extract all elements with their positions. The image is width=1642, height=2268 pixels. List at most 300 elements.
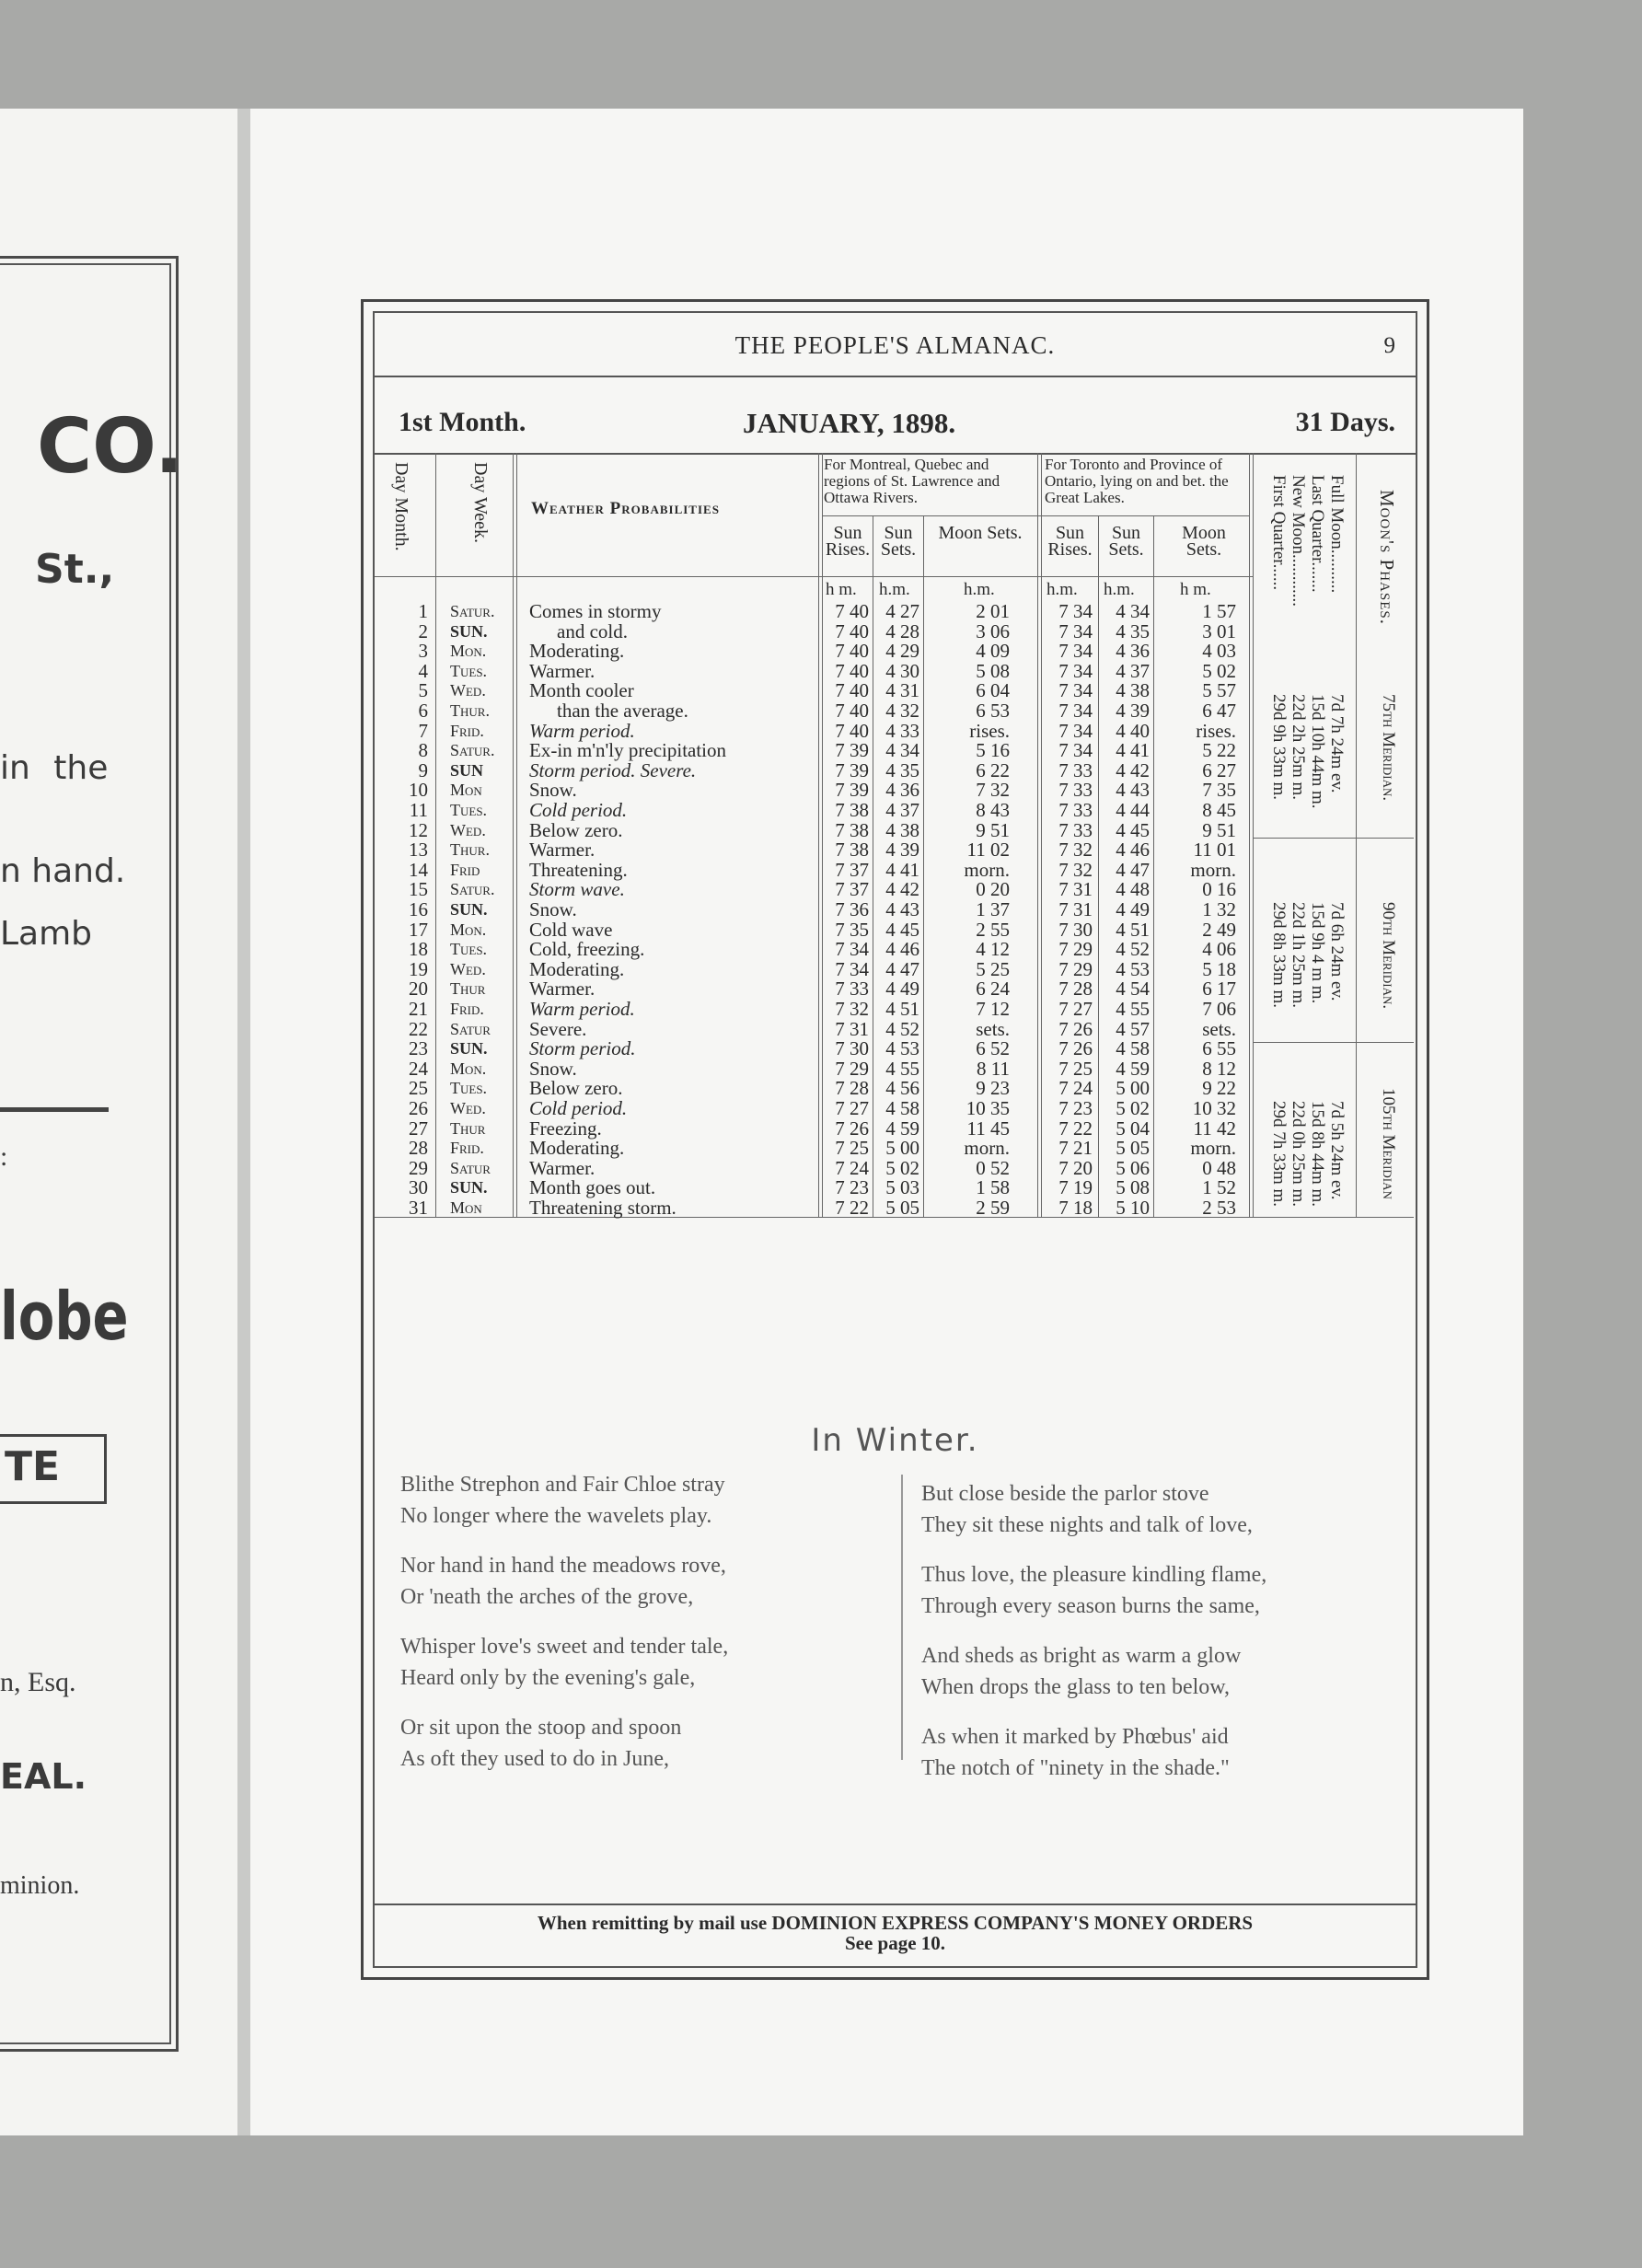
cell-weather: than the average. bbox=[557, 700, 688, 722]
cell-tor-sun-rises: 7 34 bbox=[1058, 700, 1093, 722]
cell-tor-sun-sets: 4 45 bbox=[1116, 818, 1150, 841]
cell-mtl-sun-rises: 7 32 bbox=[835, 998, 869, 1020]
cell-weather: Below zero. bbox=[529, 818, 623, 841]
poem-left-column bbox=[400, 1469, 728, 1793]
cell-day-month: 1 bbox=[418, 600, 428, 622]
cell-day-month: 17 bbox=[409, 918, 428, 941]
cell-tor-sun-sets: 4 40 bbox=[1116, 719, 1150, 742]
cell-tor-sun-rises: 7 34 bbox=[1058, 739, 1093, 762]
cell-tor-sun-sets: 4 44 bbox=[1116, 799, 1150, 821]
poem-line: No longer where the wavelets play. bbox=[400, 1504, 712, 1528]
phase-time: 29d 8h 33m m. bbox=[1269, 902, 1289, 1009]
cell-tor-sun-rises: 7 26 bbox=[1058, 1037, 1093, 1060]
cell-mtl-sun-sets: 4 34 bbox=[885, 739, 919, 762]
table-row bbox=[375, 1000, 1253, 1020]
cell-day-week: Tues. bbox=[450, 801, 488, 819]
cell-mtl-moon-sets: 10 35 bbox=[966, 1097, 1010, 1119]
cell-tor-sun-rises: 7 33 bbox=[1058, 818, 1093, 841]
cell-tor-sun-sets: 5 10 bbox=[1116, 1197, 1150, 1219]
cell-tor-sun-rises: 7 34 bbox=[1058, 659, 1093, 682]
left-fragment-colon: : bbox=[0, 1141, 8, 1172]
cell-mtl-moon-sets: 1 58 bbox=[976, 1176, 1010, 1199]
footer-line: See page 10. bbox=[844, 1932, 946, 1954]
group-header-toronto: For Toronto and Province of Ontario, lying on and bet. the Great Lakes. bbox=[1045, 456, 1229, 506]
cell-mtl-sun-sets: 4 46 bbox=[885, 938, 919, 961]
cell-weather: Cold period. bbox=[529, 799, 628, 821]
cell-day-week: Satur bbox=[450, 1158, 491, 1177]
cell-tor-sun-sets: 4 46 bbox=[1116, 839, 1150, 862]
cell-tor-sun-rises: 7 33 bbox=[1058, 779, 1093, 802]
cell-tor-sun-rises: 7 28 bbox=[1058, 978, 1093, 1001]
left-fragment-st: St., bbox=[35, 546, 115, 593]
cell-mtl-sun-rises: 7 38 bbox=[835, 799, 869, 821]
cell-tor-moon-sets: 3 01 bbox=[1202, 619, 1236, 642]
cell-mtl-sun-sets: 4 31 bbox=[885, 679, 919, 702]
cell-day-month: 23 bbox=[409, 1037, 428, 1060]
cell-tor-sun-rises: 7 29 bbox=[1058, 938, 1093, 961]
cell-tor-moon-sets: 7 06 bbox=[1202, 998, 1236, 1020]
cell-tor-moon-sets: 1 52 bbox=[1202, 1176, 1236, 1199]
cell-weather: Threatening. bbox=[529, 858, 628, 881]
table-row bbox=[375, 781, 1253, 801]
cell-day-week: Thur. bbox=[450, 840, 490, 860]
cell-day-month: 2 bbox=[418, 619, 428, 642]
col-header-sun-rises: Sun Rises. bbox=[825, 523, 871, 560]
cell-weather: Storm period. Severe. bbox=[529, 758, 697, 781]
cell-tor-sun-sets: 4 42 bbox=[1116, 758, 1150, 781]
cell-day-week: Thur bbox=[450, 979, 486, 999]
cell-weather: Month cooler bbox=[529, 679, 634, 702]
cell-day-month: 20 bbox=[409, 978, 428, 1001]
table-row bbox=[375, 642, 1253, 662]
table-row bbox=[375, 741, 1253, 761]
cell-day-week: Tues. bbox=[450, 661, 488, 680]
phase-time: 29d 7h 33m m. bbox=[1269, 1101, 1289, 1208]
meridian-75-times bbox=[1269, 694, 1347, 809]
cell-mtl-sun-sets: 4 27 bbox=[885, 600, 919, 622]
cell-tor-sun-rises: 7 32 bbox=[1058, 839, 1093, 862]
left-fragment-globe: lobe bbox=[0, 1278, 129, 1355]
cell-weather: Severe. bbox=[529, 1017, 587, 1040]
cell-day-month: 7 bbox=[418, 719, 428, 742]
cell-mtl-sun-sets: 4 41 bbox=[885, 858, 919, 881]
phase-time: 22d 1h 25m m. bbox=[1289, 902, 1308, 1009]
cell-day-week: Tues. bbox=[450, 1079, 488, 1098]
cell-weather: Cold, freezing. bbox=[529, 938, 645, 961]
cell-mtl-sun-sets: 4 43 bbox=[885, 898, 919, 920]
unit-label: h.m. bbox=[964, 580, 995, 599]
poem-stanza bbox=[400, 1712, 728, 1775]
cell-day-week: SUN. bbox=[450, 621, 488, 641]
cell-mtl-moon-sets: 6 52 bbox=[976, 1037, 1010, 1060]
left-fragment-esq: n, Esq. bbox=[0, 1667, 76, 1697]
col-rule bbox=[1253, 453, 1254, 1217]
cell-day-week: Wed. bbox=[450, 820, 486, 839]
left-fragment-hand: n hand. bbox=[0, 852, 126, 890]
table-row bbox=[375, 659, 1253, 682]
cell-mtl-sun-rises: 7 28 bbox=[835, 1077, 869, 1100]
cell-mtl-sun-sets: 4 56 bbox=[885, 1077, 919, 1100]
cell-tor-moon-sets: 2 53 bbox=[1202, 1197, 1236, 1219]
cell-tor-sun-sets: 4 54 bbox=[1116, 978, 1150, 1001]
cell-mtl-sun-sets: 4 36 bbox=[885, 779, 919, 802]
cell-mtl-sun-rises: 7 39 bbox=[835, 739, 869, 762]
meridian-105-times bbox=[1269, 1101, 1347, 1207]
cell-tor-sun-sets: 4 34 bbox=[1116, 600, 1150, 622]
cell-tor-sun-sets: 4 53 bbox=[1116, 957, 1150, 980]
table-row bbox=[375, 1119, 1253, 1140]
cell-mtl-sun-rises: 7 40 bbox=[835, 640, 869, 663]
cell-mtl-sun-sets: 4 32 bbox=[885, 700, 919, 722]
cell-tor-moon-sets: 7 35 bbox=[1202, 779, 1236, 802]
cell-mtl-sun-sets: 4 52 bbox=[885, 1017, 919, 1040]
cell-weather: Snow. bbox=[529, 1057, 577, 1080]
poem-divider bbox=[901, 1475, 903, 1760]
meridian-rule bbox=[1253, 1042, 1414, 1043]
table-row bbox=[375, 1198, 1253, 1219]
cell-tor-sun-rises: 7 34 bbox=[1058, 719, 1093, 742]
table-row bbox=[375, 1099, 1253, 1119]
cell-mtl-sun-sets: 4 55 bbox=[885, 1057, 919, 1080]
poem-stanza bbox=[400, 1469, 728, 1532]
cell-tor-moon-sets: 1 57 bbox=[1202, 600, 1236, 622]
book-gutter bbox=[237, 109, 250, 2135]
cell-tor-sun-sets: 5 02 bbox=[1116, 1097, 1150, 1119]
phase-name: Last Quarter....... bbox=[1308, 475, 1327, 593]
cell-mtl-moon-sets: 6 22 bbox=[976, 758, 1010, 781]
poem-title: In Winter. bbox=[811, 1422, 979, 1459]
cell-tor-sun-sets: 4 55 bbox=[1116, 998, 1150, 1020]
left-fragment-te-box: TE bbox=[0, 1434, 107, 1504]
cell-mtl-moon-sets: 9 23 bbox=[976, 1077, 1010, 1100]
cell-tor-sun-rises: 7 34 bbox=[1058, 640, 1093, 663]
cell-mtl-sun-rises: 7 38 bbox=[835, 839, 869, 862]
poem-line: Through every season burns the same, bbox=[921, 1594, 1260, 1618]
cell-mtl-moon-sets: 7 32 bbox=[976, 779, 1010, 802]
cell-weather: Cold wave bbox=[529, 918, 613, 941]
cell-mtl-sun-rises: 7 36 bbox=[835, 898, 869, 920]
cell-tor-sun-rises: 7 23 bbox=[1058, 1097, 1093, 1119]
cell-day-month: 3 bbox=[418, 640, 428, 663]
cell-mtl-sun-rises: 7 40 bbox=[835, 600, 869, 622]
cell-tor-moon-sets: rises. bbox=[1196, 719, 1236, 742]
cell-weather: Month goes out. bbox=[529, 1176, 656, 1199]
phase-time: 22d 0h 25m m. bbox=[1289, 1101, 1308, 1208]
cell-tor-sun-sets: 4 49 bbox=[1116, 898, 1150, 920]
cell-day-month: 27 bbox=[409, 1117, 428, 1140]
cell-tor-moon-sets: 10 32 bbox=[1192, 1097, 1236, 1119]
phase-time: 15d 10h 44m m. bbox=[1308, 694, 1327, 809]
cell-weather: Storm wave. bbox=[529, 878, 625, 901]
cell-tor-sun-sets: 4 59 bbox=[1116, 1057, 1150, 1080]
cell-mtl-moon-sets: morn. bbox=[964, 1137, 1010, 1160]
cell-mtl-sun-rises: 7 23 bbox=[835, 1176, 869, 1199]
cell-weather: Cold period. bbox=[529, 1097, 628, 1119]
table-row bbox=[375, 681, 1253, 701]
col-header-sun-rises: Sun Rises. bbox=[1047, 523, 1093, 560]
cell-tor-sun-rises: 7 33 bbox=[1058, 758, 1093, 781]
cell-mtl-sun-sets: 4 47 bbox=[885, 957, 919, 980]
cell-mtl-sun-sets: 5 05 bbox=[885, 1197, 919, 1219]
cell-tor-moon-sets: 4 03 bbox=[1202, 640, 1236, 663]
cell-day-month: 11 bbox=[409, 799, 428, 821]
header-rule bbox=[375, 576, 1253, 577]
cell-weather: Warmer. bbox=[529, 978, 596, 1001]
cell-mtl-sun-sets: 4 49 bbox=[885, 978, 919, 1001]
poem-line: Whisper love's sweet and tender tale, bbox=[400, 1635, 729, 1659]
table-row bbox=[375, 940, 1253, 960]
cell-mtl-moon-sets: 11 02 bbox=[966, 839, 1010, 862]
cell-mtl-moon-sets: 5 25 bbox=[976, 957, 1010, 980]
cell-mtl-moon-sets: 2 01 bbox=[976, 600, 1010, 622]
cell-day-month: 8 bbox=[418, 739, 428, 762]
cell-mtl-sun-rises: 7 40 bbox=[835, 679, 869, 702]
cell-tor-moon-sets: 0 48 bbox=[1202, 1156, 1236, 1179]
month-ordinal: 1st Month. bbox=[399, 407, 526, 437]
table-row bbox=[375, 619, 1253, 642]
footer-note bbox=[375, 1913, 1416, 1953]
table-row bbox=[375, 801, 1253, 821]
table-row bbox=[375, 701, 1253, 722]
cell-mtl-sun-sets: 4 37 bbox=[885, 799, 919, 821]
cell-weather: Below zero. bbox=[529, 1077, 623, 1100]
table-row bbox=[375, 920, 1253, 941]
cell-tor-sun-rises: 7 29 bbox=[1058, 957, 1093, 980]
cell-day-month: 25 bbox=[409, 1077, 428, 1100]
header-rule bbox=[822, 515, 1249, 516]
cell-mtl-moon-sets: 0 20 bbox=[976, 878, 1010, 901]
unit-label: h.m. bbox=[879, 580, 910, 599]
footer-rule bbox=[375, 1904, 1416, 1905]
cell-mtl-moon-sets: 4 12 bbox=[976, 938, 1010, 961]
meridian-90-label: 90th Meridian. bbox=[1379, 902, 1398, 1010]
cell-tor-sun-rises: 7 27 bbox=[1058, 998, 1093, 1020]
col-header-sun-sets: Sun Sets. bbox=[880, 523, 917, 560]
cell-weather: Snow. bbox=[529, 898, 577, 920]
cell-mtl-moon-sets: 1 37 bbox=[976, 898, 1010, 920]
left-fragment-lamb: Lamb bbox=[0, 915, 93, 953]
calendar-table bbox=[375, 453, 1416, 1224]
cell-day-week: Wed. bbox=[450, 681, 486, 700]
cell-tor-sun-sets: 4 57 bbox=[1116, 1017, 1150, 1040]
cell-tor-moon-sets: 11 01 bbox=[1193, 839, 1236, 862]
cell-mtl-moon-sets: 5 16 bbox=[976, 739, 1010, 762]
poem-line: Heard only by the evening's gale, bbox=[400, 1666, 696, 1690]
cell-tor-sun-rises: 7 22 bbox=[1058, 1117, 1093, 1140]
cell-mtl-sun-sets: 4 45 bbox=[885, 918, 919, 941]
cell-day-week: Thur bbox=[450, 1118, 486, 1138]
left-page bbox=[0, 109, 237, 2135]
cell-tor-sun-rises: 7 32 bbox=[1058, 858, 1093, 881]
cell-day-month: 28 bbox=[409, 1137, 428, 1160]
cell-tor-sun-sets: 5 06 bbox=[1116, 1156, 1150, 1179]
cell-mtl-sun-rises: 7 38 bbox=[835, 818, 869, 841]
cell-day-week: Frid. bbox=[450, 1139, 484, 1158]
cell-day-month: 30 bbox=[409, 1176, 428, 1199]
phase-name: New Moon............ bbox=[1289, 475, 1308, 608]
cell-tor-moon-sets: 8 45 bbox=[1202, 799, 1236, 821]
cell-day-week: Wed. bbox=[450, 1099, 486, 1117]
col-header-weather: Weather Probabilities bbox=[531, 499, 720, 518]
cell-mtl-sun-rises: 7 27 bbox=[835, 1097, 869, 1119]
cell-day-week: SUN bbox=[450, 760, 484, 780]
left-fragment-eal: EAL. bbox=[0, 1756, 87, 1797]
group-header-montreal: For Montreal, Quebec and regions of St. Lawrence and Ottawa Rivers. bbox=[824, 456, 1000, 506]
cell-mtl-sun-sets: 5 02 bbox=[885, 1156, 919, 1179]
cell-tor-sun-rises: 7 31 bbox=[1058, 898, 1093, 920]
cell-mtl-moon-sets: 8 43 bbox=[976, 799, 1010, 821]
cell-tor-moon-sets: 1 32 bbox=[1202, 898, 1236, 920]
cell-mtl-sun-rises: 7 25 bbox=[835, 1137, 869, 1160]
cell-mtl-sun-rises: 7 40 bbox=[835, 700, 869, 722]
cell-weather: Freezing. bbox=[529, 1117, 602, 1140]
cell-mtl-moon-sets: 0 52 bbox=[976, 1156, 1010, 1179]
cell-day-month: 4 bbox=[418, 659, 428, 682]
poem-line: Or 'neath the arches of the grove, bbox=[400, 1585, 694, 1609]
cell-day-week: Thur. bbox=[450, 701, 490, 720]
cell-tor-sun-rises: 7 20 bbox=[1058, 1156, 1093, 1179]
phase-time: 7d 7h 24m ev. bbox=[1327, 694, 1347, 793]
cell-tor-moon-sets: 9 22 bbox=[1202, 1077, 1236, 1100]
unit-label: h.m. bbox=[1046, 580, 1078, 599]
cell-mtl-moon-sets: 2 55 bbox=[976, 918, 1010, 941]
cell-mtl-sun-sets: 4 39 bbox=[885, 839, 919, 862]
cell-weather: Ex-in m'n'ly precipitation bbox=[529, 739, 727, 762]
cell-weather: Moderating. bbox=[529, 1137, 625, 1160]
cell-tor-sun-sets: 4 36 bbox=[1116, 640, 1150, 663]
almanac-page-frame bbox=[361, 299, 1429, 1980]
almanac-inner-frame bbox=[373, 311, 1417, 1968]
header-rule bbox=[375, 376, 1416, 377]
cell-mtl-moon-sets: 5 08 bbox=[976, 659, 1010, 682]
poem-line: And sheds as bright as warm a glow bbox=[921, 1644, 1242, 1668]
cell-weather: Warmer. bbox=[529, 1156, 596, 1179]
cell-tor-sun-sets: 4 58 bbox=[1116, 1037, 1150, 1060]
cell-tor-moon-sets: 6 55 bbox=[1202, 1037, 1236, 1060]
cell-mtl-sun-sets: 4 59 bbox=[885, 1117, 919, 1140]
cell-tor-moon-sets: 6 27 bbox=[1202, 758, 1236, 781]
cell-mtl-moon-sets: 4 09 bbox=[976, 640, 1010, 663]
cell-mtl-sun-sets: 5 00 bbox=[885, 1137, 919, 1160]
cell-tor-sun-sets: 5 00 bbox=[1116, 1077, 1150, 1100]
phase-time: 7d 5h 24m ev. bbox=[1327, 1101, 1347, 1200]
cell-mtl-moon-sets: rises. bbox=[969, 719, 1010, 742]
cell-mtl-sun-rises: 7 30 bbox=[835, 1037, 869, 1060]
meridian-90-times bbox=[1269, 902, 1347, 1008]
cell-mtl-sun-sets: 4 29 bbox=[885, 640, 919, 663]
cell-weather: Warm period. bbox=[529, 998, 635, 1020]
meridian-75-label: 75th Meridian. bbox=[1379, 694, 1398, 802]
cell-day-month: 12 bbox=[409, 818, 428, 841]
cell-day-week: Wed. bbox=[450, 959, 486, 978]
cell-mtl-sun-rises: 7 26 bbox=[835, 1117, 869, 1140]
cell-day-month: 29 bbox=[409, 1156, 428, 1179]
cell-day-week: Mon. bbox=[450, 642, 487, 661]
meridian-105-label: 105th Meridian bbox=[1379, 1088, 1398, 1199]
cell-day-month: 15 bbox=[409, 878, 428, 901]
poem-line: But close beside the parlor stove bbox=[921, 1482, 1209, 1506]
poem-line: As when it marked by Phœbus' aid bbox=[921, 1725, 1229, 1749]
cell-tor-sun-sets: 5 04 bbox=[1116, 1117, 1150, 1140]
poem-line: Blithe Strephon and Fair Chloe stray bbox=[400, 1473, 725, 1497]
unit-label: h m. bbox=[826, 580, 857, 599]
phase-name: Full Moon.......... bbox=[1327, 475, 1347, 594]
phase-time: 22d 2h 25m m. bbox=[1289, 694, 1308, 801]
cell-tor-moon-sets: 11 42 bbox=[1193, 1117, 1236, 1140]
cell-day-week: Tues. bbox=[450, 940, 488, 959]
cell-mtl-sun-rises: 7 37 bbox=[835, 878, 869, 901]
cell-tor-moon-sets: 5 22 bbox=[1202, 739, 1236, 762]
cell-day-week: SUN. bbox=[450, 900, 488, 919]
table-row bbox=[375, 880, 1253, 900]
cell-day-week: SUN. bbox=[450, 1039, 488, 1059]
col-rule bbox=[1356, 453, 1357, 1217]
cell-day-week: Satur bbox=[450, 1019, 491, 1038]
cell-day-month: 6 bbox=[418, 700, 428, 722]
table-row bbox=[375, 900, 1253, 920]
cell-day-month: 26 bbox=[409, 1097, 428, 1119]
cell-mtl-sun-rises: 7 24 bbox=[835, 1156, 869, 1179]
cell-tor-sun-sets: 4 38 bbox=[1116, 679, 1150, 702]
cell-tor-sun-rises: 7 33 bbox=[1058, 799, 1093, 821]
poem-line: When drops the glass to ten below, bbox=[921, 1675, 1231, 1699]
cell-mtl-sun-rises: 7 33 bbox=[835, 978, 869, 1001]
cell-mtl-sun-sets: 5 03 bbox=[885, 1176, 919, 1199]
cell-mtl-moon-sets: sets. bbox=[976, 1017, 1010, 1040]
table-row bbox=[375, 602, 1253, 622]
cell-day-month: 13 bbox=[409, 839, 428, 862]
poem-line: Or sit upon the stoop and spoon bbox=[400, 1716, 682, 1740]
cell-tor-moon-sets: 0 16 bbox=[1202, 878, 1236, 901]
cell-weather: Snow. bbox=[529, 779, 577, 802]
poem-stanza bbox=[921, 1640, 1266, 1703]
cell-day-week: Satur. bbox=[450, 880, 495, 899]
poem-stanza bbox=[921, 1559, 1266, 1622]
table-row bbox=[375, 858, 1253, 881]
cell-day-week: Mon. bbox=[450, 920, 487, 939]
phase-names bbox=[1269, 475, 1347, 607]
cell-tor-moon-sets: morn. bbox=[1190, 858, 1236, 881]
cell-mtl-sun-sets: 4 42 bbox=[885, 878, 919, 901]
cell-mtl-sun-rises: 7 40 bbox=[835, 659, 869, 682]
cell-day-week: Frid. bbox=[450, 1000, 484, 1018]
cell-tor-moon-sets: sets. bbox=[1202, 1017, 1236, 1040]
footer-line: When remitting by mail use DOMINION EXPRESS COMPANY'S MONEY ORDERS bbox=[537, 1912, 1254, 1934]
left-fragment-in-the: in the bbox=[0, 749, 109, 787]
month-days: 31 Days. bbox=[1295, 407, 1395, 437]
table-row bbox=[375, 719, 1253, 742]
cell-day-month: 16 bbox=[409, 898, 428, 920]
cell-mtl-sun-sets: 4 35 bbox=[885, 758, 919, 781]
cell-mtl-sun-rises: 7 34 bbox=[835, 957, 869, 980]
cell-day-month: 19 bbox=[409, 957, 428, 980]
table-row bbox=[375, 1139, 1253, 1159]
cell-mtl-sun-rises: 7 31 bbox=[835, 1017, 869, 1040]
left-fragment-co: CO. bbox=[37, 403, 184, 491]
cell-mtl-sun-rises: 7 22 bbox=[835, 1197, 869, 1219]
cell-tor-sun-rises: 7 19 bbox=[1058, 1176, 1093, 1199]
cell-weather: Warm period. bbox=[529, 719, 635, 742]
cell-mtl-sun-sets: 4 30 bbox=[885, 659, 919, 682]
table-row bbox=[375, 1156, 1253, 1179]
cell-mtl-sun-rises: 7 37 bbox=[835, 858, 869, 881]
cell-tor-sun-sets: 4 47 bbox=[1116, 858, 1150, 881]
cell-day-month: 10 bbox=[409, 779, 428, 802]
cell-day-week: Mon bbox=[450, 781, 482, 800]
cell-day-week: Satur. bbox=[450, 741, 495, 760]
cell-weather: Comes in stormy bbox=[529, 600, 662, 622]
cell-tor-moon-sets: 6 47 bbox=[1202, 700, 1236, 722]
